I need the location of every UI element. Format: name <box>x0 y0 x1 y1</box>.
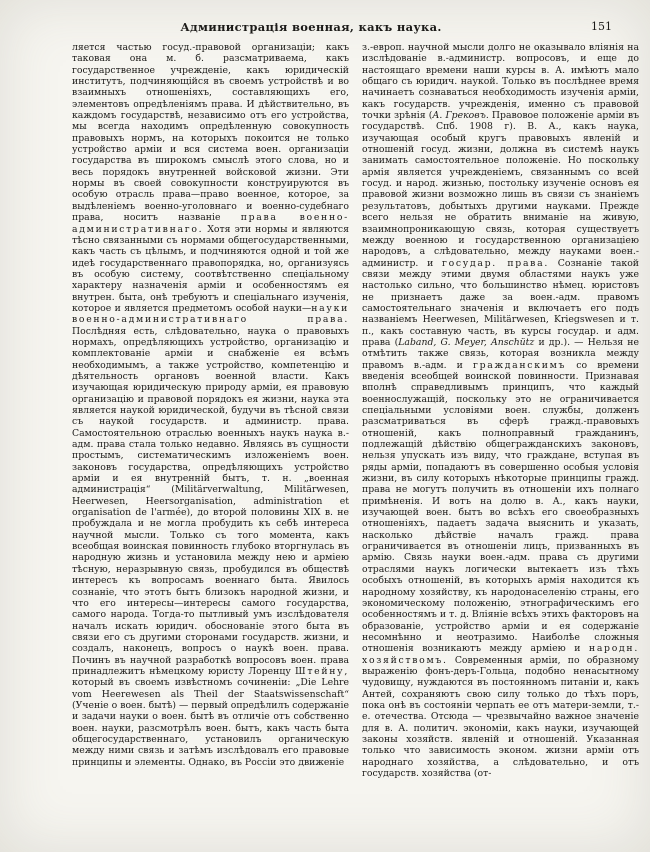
running-header-title: Администрація военная, какъ наука. <box>180 20 442 34</box>
page-number: 151 <box>591 20 612 33</box>
text-column-left: ляется частью госуд.-правовой организаціи; какъ таковая она м. б. разсматриваема, какъ государственное учрежденіе, какъ юридическій институтъ, подчиняющійся въ своемъ устройствѣ и во взаимныхъ отношеніяхъ, составляющихъ его, элементовъ опредѣленіямъ права. И дѣйствительно, въ каждомъ государствѣ, независимо отъ его устройства, мы всегда находимъ опредѣленную совокупность правовыхъ нормъ, на которыхъ покоится не только устройство арміи и вся система воен. организаціи государства въ широкомъ смыслѣ этого слова, но и весь порядокъ внутренней войсковой жизни. Эти нормы въ своей совокупности конструируются въ особую отрасль права—право военное, которое, за выдѣленіемъ военно-уголовнаго и военно-судебнаго права, носитъ названіе права военно-административнаго. Хотя эти нормы и являются тѣсно связанными съ нормами общегосударственными, какъ часть съ цѣлымъ, и подчиняются одной и той же идеѣ государственнаго правопорядка, но, организуясь въ особую систему, соотвѣтственно спеціальному характеру назначенія арміи и особенностямъ ея внутрен. быта, онѣ требуютъ и спеціальнаго изученія, которое и является предметомъ особой науки—науки военно-административнаго права. Послѣдняя есть, слѣдовательно, наука о правовыхъ нормахъ, опредѣляющихъ устройство, организацію и комплектованіе арміи и снабженіе ея всѣмъ необходимымъ, а также устройство, компетенцію и дѣятельность органовъ военной власти. Какъ изучающая юридическую природу арміи, ея правовую организацію и правовой порядокъ ея жизни, наука эта является наукой юридической, будучи въ тѣсной связи съ наукой государств. и администр. права. Самостоятельною отраслью военныхъ наукъ наука в.-адм. права стала только недавно. Являясь въ сущности простымъ, систематическимъ изложеніемъ воен. законовъ государства, опредѣляющихъ устройство арміи и ея внутренній бытъ, т. н. „военная администрація“ (Militärverwaltung, Militärwesen, Heerwesen, Heersorganisation, administration et organisation de l'armée), до второй половины XIX в. не пробуждала и не могла пробудить къ себѣ интереса научной мысли. Только съ того момента, какъ всеобщая воинская повинность глубоко вторгнулась въ народную жизнь и установила между нею и арміею тѣсную, неразрывную связь, пробудился въ обществѣ интересъ къ вопросамъ военнаго быта. Явилось сознаніе, что этотъ бытъ близокъ народной жизни, и что его интересы—интересы самого государства, самого народа. Тогда-то пытливый умъ изслѣдователя началъ искать юридич. обоснованіе этого быта въ связи его съ другими сторонами государств. жизни, и создалъ, наконецъ, вопросъ о наукѣ воен. права. Починъ въ научной разработкѣ вопросовъ воен. права принадлежитъ нѣмецкому юристу Лоренцу Штейну, который въ своемъ извѣстномъ сочиненіи: „Die Lehre vom Heerewesen als Theil der Staatswissenschaft“ (Ученіе о воен. бытѣ) — первый опредѣлилъ содержаніе и задачи науки о воен. бытѣ въ отличіе отъ собственно воен. науки, разсмотрѣлъ воен. бытъ, какъ часть быта общегосударственнаго, установилъ органическую между ними связь и затѣмъ изслѣдовалъ его правовые принципы и элементы. Однако, въ Россіи это движеніе <box>72 42 349 768</box>
running-header <box>72 20 640 36</box>
text-column-right: з.-европ. научной мысли долго не оказывало вліянія на изслѣдованіе в.-администр. вопросовъ, и еще до настоящаго времени наши курсы в. А. имѣютъ мало общаго съ юридич. наукой. Только въ послѣднее время начинаетъ сознаваться необходимость изученія арміи, какъ государств. учрежденія, именно съ правовой точки зрѣнія (А. Грековъ. Правовое положеніе арміи въ государствѣ. Спб. 1908 г). В. А., какъ наука, изучающая особый кругъ правовыхъ явленій и отношеній госуд. жизни, должна въ системѣ наукъ занимать самостоятельное положеніе. Но поскольку армія является учрежденіемъ, связаннымъ со всей госуд. и народ. жизнью, постольку изученіе основъ ея правовой жизни возможно лишь въ связи съ знаніемъ результатовъ, добытыхъ другими науками. Прежде всего нельзя не обратить вниманіе на живую, взаимнопроникающую связь, которая существуетъ между военною и государственною организаціею народовъ, а слѣдовательно, между науками воен.-администр. и государ. права. Сознаніе такой связи между этими двумя областями наукъ уже настолько сильно, что большинство нѣмец. юристовъ не признаетъ даже за воен.-адм. правомъ самостоятельнаго значенія и включаетъ его подъ названіемъ Heerwesen, Militärwesen, Kriegswesen и т. п., какъ составную часть, въ курсы государ. и адм. права (Laband, G. Meyer, Anschütz и др.). — Нельзя не отмѣтить также связь, которая возникла между правомъ в.-адм. и гражданскимъ со времени введенія всеобщей воинской повинности. Признавая вполнѣ справедливымъ принципъ, что каждый военнослужащій, поскольку это не ограничивается спеціальными условіями воен. службы, долженъ разсматриваться въ сферѣ гражд.-правовыхъ отношеній, какъ полноправный гражданинъ, подлежащій дѣйствію общегражданскихъ законовъ, нельзя упускать изъ виду, что граждане, вступая въ ряды арміи, попадаютъ въ совершенно особыя условія жизни, въ силу которыхъ нѣкоторые принципы гражд. права не могутъ получить въ отношеніи ихъ полнаго примѣненія. И вотъ на долю в. А., какъ науки, изучающей воен. бытъ во всѣхъ его своеобразныхъ отношеніяхъ, падаетъ задача выяснить и указать, насколько дѣйствіе началъ гражд. права ограничивается въ отношеніи лицъ, призванныхъ въ армію. Связь науки воен.-адм. права съ другими отраслями наукъ логически вытекаетъ изъ тѣхъ особыхъ отношеній, въ которыхъ армія находится къ народному хозяйству, къ народонаселенію страны, его экономическому положенію, этнографическимъ его особенностямъ и т. д. Вліяніе всѣхъ этихъ факторовъ на образованіе, устройство арміи и ея содержаніе несомнѣнно и неотразимо. Наиболѣе сложныя отношенія возникаютъ между арміею и народн. хозяйствомъ. Современныя арміи, по образному выраженію фонъ-деръ-Гольца, подобно ненасытному чудовищу, нуждаются въ постоянномъ питаніи и, какъ Антей, сохраняютъ свою силу только до тѣхъ поръ, пока онѣ въ состояніи черпать ее отъ матери-земли, т.-е. отечества. Отсюда — чрезвычайно важное значеніе для в. А. политич. экономіи, какъ науки, изучающей законы хозяйств. явленій и отношеній. Указанная только что зависимость эконом. жизни арміи отъ народнаго хозяйства, а слѣдовательно, и отъ государств. хозяйства (от- <box>362 42 639 779</box>
text-body <box>72 42 640 814</box>
